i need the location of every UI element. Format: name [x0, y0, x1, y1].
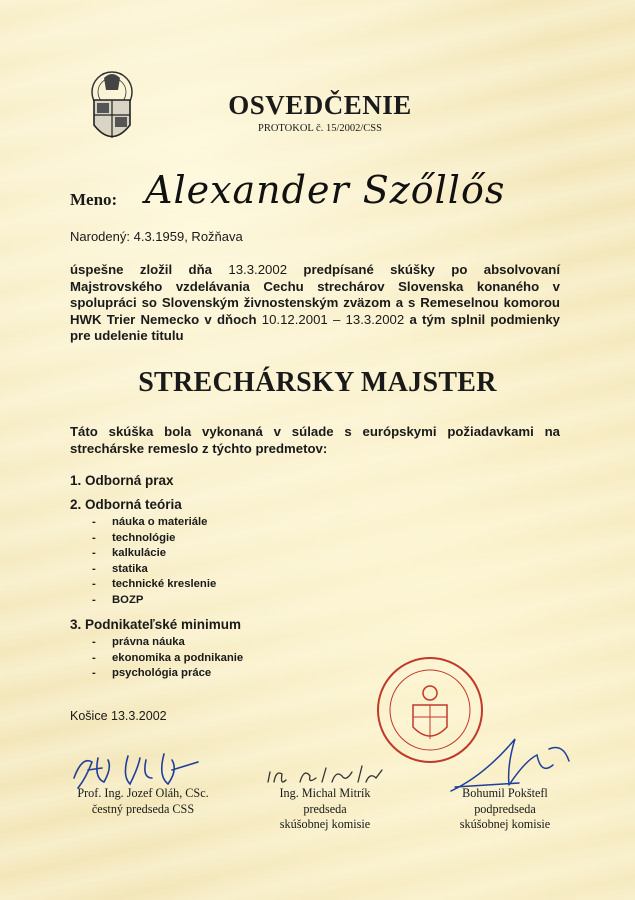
signatory-role-2: skúšobnej komisie: [459, 817, 551, 831]
signatory-name: Bohumil Pokštefl: [462, 786, 548, 800]
subject-title: 2. Odborná teória: [70, 497, 182, 512]
subject-item: - statika: [92, 562, 243, 578]
signatory-role: čestný predseda CSS: [91, 801, 195, 816]
signatory-role: podpredseda: [474, 801, 536, 816]
born-label: Narodený:: [70, 229, 130, 244]
subject-item: - technické kreslenie: [92, 577, 243, 593]
signatory-1: [58, 786, 228, 817]
course-date-range: 10.12.2001 – 13.3.2002: [261, 311, 405, 327]
subject-item: - kalkulácie: [92, 546, 243, 562]
subject-2: [70, 497, 243, 608]
exam-text-b: predpísané skúšky po absolvovaní Majstrovského vzdelávania Cechu strechárov Slovenska konaného v spolupráci so Slovenským živnostenským zväzom a s Remeselnou komorou HWK Trier Nemecko v dňoch: [70, 262, 560, 327]
subject-item: - ekonomika a podnikanie: [92, 651, 243, 667]
subject-1: [70, 473, 243, 488]
name-label: Meno:: [70, 190, 118, 209]
exam-date: 13.3.2002: [228, 262, 288, 277]
signatory-2: [240, 786, 410, 833]
subject-item: - psychológia práce: [92, 666, 243, 682]
signatory-name: Ing. Michal Mitrík: [279, 786, 371, 800]
compliance-paragraph: Táto skúška bola vykonaná v súlade s európskymi požiadavkami na strechárske remeslo z týchto predmetov:: [70, 424, 560, 456]
born-value: 4.3.1959, Rožňava: [133, 229, 243, 244]
exam-text-c: a tým splnil podmienky pre udelenie titulu: [70, 311, 560, 344]
subject-item: - technológie: [92, 531, 243, 547]
guild-crest-logo: [84, 70, 140, 150]
subject-3: [70, 617, 243, 682]
place-date: Košice 13.3.2002: [70, 709, 167, 723]
signature-2: [262, 760, 397, 788]
recipient-name: Alexander Szőllős: [145, 168, 506, 212]
signatory-role: predseda: [303, 801, 347, 816]
signatory-3: [420, 786, 590, 833]
subject-item: - náuka o materiále: [92, 515, 243, 531]
document-title: OSVEDČENIE: [228, 90, 412, 120]
birth-info: [70, 229, 243, 244]
subject-item: - právna náuka: [92, 635, 243, 651]
protocol-number: PROTOKOL č. 15/2002/CSS: [258, 123, 382, 134]
subject-item: - BOZP: [92, 593, 243, 609]
exam-text-a: úspešne zložil dňa: [70, 262, 212, 277]
subject-title: 3. Podnikateľské minimum: [70, 617, 242, 632]
exam-paragraph: [70, 262, 560, 345]
signatory-role-2: skúšobnej komisie: [279, 817, 371, 831]
degree-title: STRECHÁRSKY MAJSTER: [138, 367, 497, 398]
subjects-list: [70, 473, 243, 682]
subject-title: 1. Odborná prax: [70, 473, 174, 488]
signatory-name: Prof. Ing. Jozef Oláh, CSc.: [77, 786, 209, 800]
